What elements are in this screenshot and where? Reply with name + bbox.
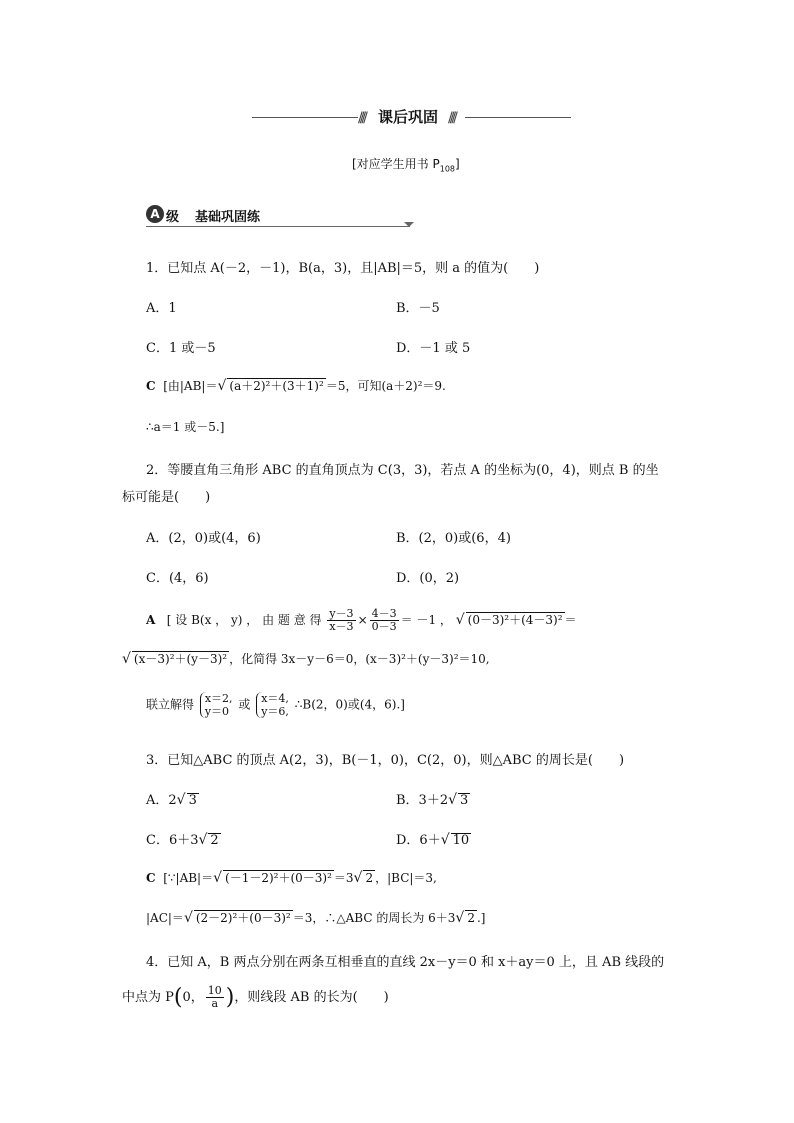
radical-sign: √ — [448, 792, 458, 808]
q1-radicand: (a＋2)²＋(3＋1)² — [229, 379, 324, 393]
q4-stem-line2: 中点为 P(0， $\frac{10}{a}$ )，则线段 AB 的长为( ) — [122, 984, 389, 1010]
q2-solution-line2: √ (x－3)²＋(y－3)² ，化简得 3x－y－6＝0，(x－3)²＋(y－3)²＝10, — [122, 651, 490, 667]
q1-answer: C — [146, 379, 156, 393]
header-slashes-right: //// — [448, 110, 455, 126]
level-title: 基础巩固练 — [195, 210, 261, 225]
q2-option-a: A．(2，0)或(4，6) — [146, 531, 261, 546]
q2-option-d: D．(0，2) — [396, 571, 460, 586]
q1-solution: C [由|AB|＝√ (a＋2)²＋(3＋1)² ＝5，可知(a＋2)²＝9. — [146, 378, 446, 394]
radical-sign: √ — [455, 910, 465, 926]
q2-answer: A — [146, 613, 156, 627]
q1-solution-line2: ∴a＝1 或－5.] — [146, 420, 225, 434]
q2-stem-line2: 标可能是( ) — [122, 490, 211, 505]
left-paren: ( — [173, 985, 183, 1010]
level-underline-marker — [404, 222, 414, 227]
q2-solution-line3: 联立解得 x＝2, y＝0 或 x＝4, y＝6, ∴B(2，0)或(4，6).] — [146, 692, 405, 718]
section-title: 课后巩固 — [378, 108, 439, 126]
q3-stem: 3．已知△ABC 的顶点 A(2，3)，B(－1，0)，C(2，0)，则△ABC 的周长是( ) — [146, 753, 625, 768]
q3-option-b: B．3＋2√ 3 — [396, 792, 469, 808]
header-slashes-left: //// — [358, 110, 365, 126]
q1-option-c: C．1 或－5 — [146, 341, 216, 356]
radical-sign: √ — [455, 612, 465, 628]
q2-fraction-2: $\frac{4-3}{0-3}$ — [371, 607, 397, 633]
radical-sign: √ — [122, 651, 131, 667]
q3-solution: C [∵|AB|＝√ (－1－2)²＋(0－3)² ＝3√ 2 ，|BC|＝3, — [146, 870, 437, 886]
q2-option-b: B．(2，0)或(6，4) — [396, 531, 511, 546]
q1-option-b: B．－5 — [396, 301, 440, 316]
q1-stem: 1．已知点 A(－2，－1)，B(a，3)，且|AB|＝5，则 a 的值为( ) — [146, 261, 540, 276]
q1-option-d: D．－1 或 5 — [396, 341, 471, 356]
q3-option-d: D．6＋√ 10 — [396, 832, 470, 848]
q3-option-a: A．2√ 3 — [146, 792, 197, 808]
q3-answer: C — [146, 871, 156, 885]
radical-sign: √ — [176, 792, 186, 808]
q4-fraction: $\frac{10}{a}$ — [207, 984, 222, 1010]
q2-radicand-1: (0－3)²＋(4－3)² — [467, 613, 563, 627]
level-underline — [146, 226, 410, 227]
q2-system-1: x＝2, y＝0 — [200, 692, 233, 718]
book-reference: [对应学生用书 $P_{108}$] — [352, 157, 460, 174]
q2-solution: A [ 设 B(x ， y) ， 由 题 意 得 $\frac{y-3}{x-3}$ × $\frac{4-3}{0-3}$ ＝ －1 ， √ (0－3)²＋(4－3)² ＝ — [146, 607, 577, 633]
q3-solution-line2: |AC|＝√ (2－2)²＋(0－3)² ＝3，∴△ABC 的周长为 6＋3√ 2 .] — [146, 910, 486, 926]
radical-sign: √ — [217, 378, 227, 394]
radical-sign: √ — [213, 870, 223, 886]
level-badge: A — [146, 205, 164, 223]
level-badge-suffix: 级 — [166, 210, 180, 225]
q2-system-2: x＝4, y＝6, — [256, 692, 289, 718]
q2-stem-line1: 2．等腰直角三角形 ABC 的直角顶点为 C(3，3)，若点 A 的坐标为(0，4)，则点 B 的坐 — [146, 463, 659, 478]
q2-radicand-2: (x－3)²＋(y－3)² — [133, 652, 228, 666]
radical-sign: √ — [198, 832, 208, 848]
q4-stem-line1: 4．已知 A，B 两点分别在两条互相垂直的直线 2x－y＝0 和 x＋ay＝0 上，且 AB 线段的 — [146, 955, 665, 970]
radical-sign: √ — [440, 832, 450, 848]
header-rule-left — [252, 117, 358, 118]
radical-sign: √ — [183, 910, 193, 926]
radical-sign: √ — [353, 870, 363, 886]
right-paren: ) — [225, 985, 235, 1010]
q2-fraction-1: $\frac{y-3}{x-3}$ — [329, 607, 354, 633]
q1-option-a: A．1 — [146, 301, 177, 316]
header-rule-right — [465, 117, 571, 118]
q2-option-c: C．(4，6) — [146, 571, 209, 586]
q3-option-c: C．6＋3√ 2 — [146, 832, 219, 848]
